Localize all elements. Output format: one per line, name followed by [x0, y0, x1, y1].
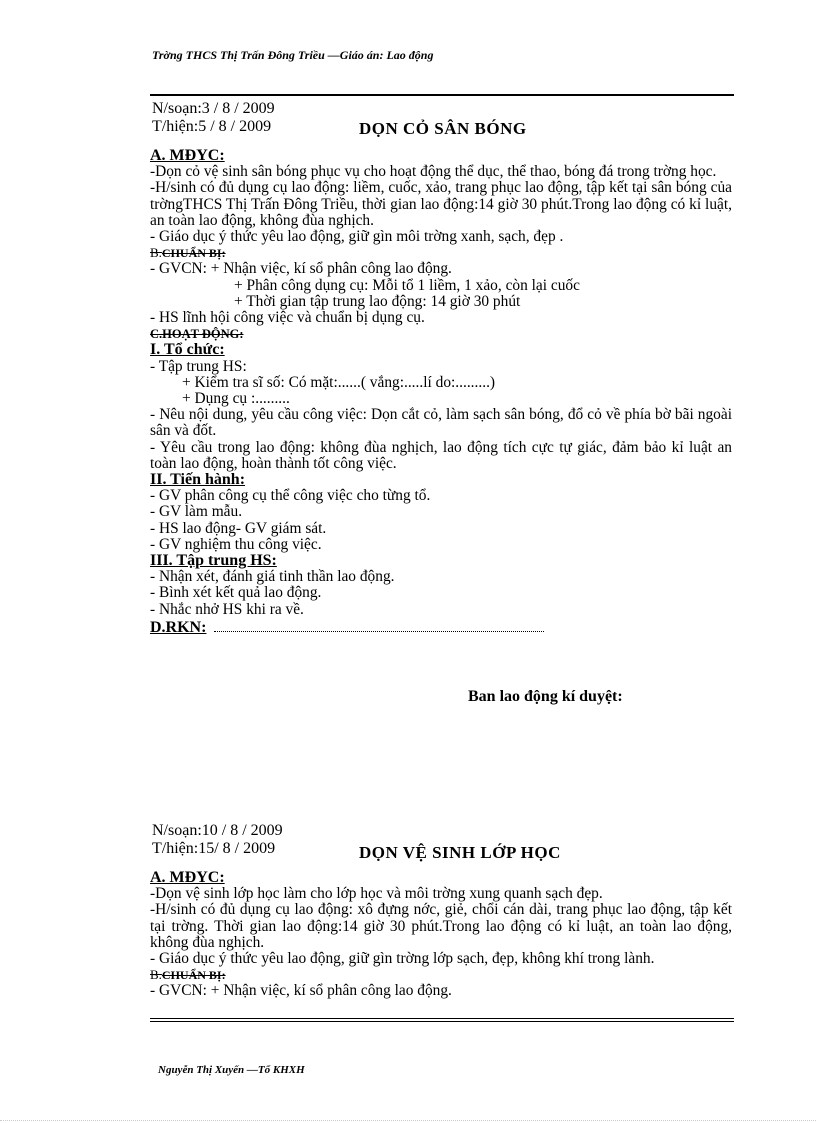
- section-i-sub: + Dụng cụ :.........: [182, 390, 290, 408]
- section-ii-line: - GV phân công cụ thể công việc cho từng tổ.: [150, 487, 431, 505]
- section-a-line: -H/sinh có đủ dụng cụ lao động: xô đựng nớc, giẻ, chổi cán dài, trang phục lao động, tập kết tại trờng. Thời gian lao động:14 giờ 30 phút.Trong lao động có kỉ luật, an toàn lao động, không đùa nghịch.: [150, 901, 732, 951]
- section-iii-line: - Bình xét kết quả lao động.: [150, 584, 322, 602]
- section-b-sub: + Phân công dụng cụ: Mỗi tổ 1 liềm, 1 xảo, còn lại cuốc: [234, 276, 580, 294]
- dotted-fill-line: [214, 621, 544, 632]
- section-b-heading: [150, 245, 732, 261]
- section-b-title: CHUẨN BỊ:: [161, 246, 226, 261]
- section-b-heading: [150, 967, 732, 983]
- lesson1-soan-date: N/soạn:3 / 8 / 2009: [152, 100, 275, 117]
- section-b-hs: - HS lĩnh hội công việc và chuẩn bị dụng cụ.: [150, 309, 425, 327]
- section-i-sub: + Kiểm tra sĩ số: Có mặt:......( vắng:.....lí do:.........): [182, 373, 496, 391]
- page-footer: Nguyễn Thị Xuyến —Tổ KHXH: [158, 1064, 305, 1076]
- lesson2-hien-date: T/hiện:15/ 8 / 2009: [152, 840, 276, 857]
- section-i-tap: - Tập trung HS:: [150, 357, 247, 375]
- lesson2-title: DỌN VỆ SINH LỚP HỌC: [359, 843, 561, 862]
- lesson1-hien-date: T/hiện:5 / 8 / 2009: [152, 118, 272, 135]
- section-d-row: [150, 620, 732, 636]
- section-i-heading: I. Tổ chức:: [150, 341, 225, 359]
- section-iii-line: - Nhắc nhở HS khi ra về.: [150, 600, 304, 618]
- page-edge: [0, 1120, 816, 1121]
- section-b-title: CHUẨN BỊ:: [161, 968, 226, 983]
- section-b-sub: + Thời gian tập trung lao động: 14 giờ 30 phút: [234, 292, 521, 310]
- page-header: Trờng THCS Thị Trấn Đông Triều —Giáo án: Lao động: [152, 48, 434, 62]
- section-c-heading: C.HOẠT ĐỘNG:: [150, 327, 244, 342]
- section-iii-line: - Nhận xét, đánh giá tinh thần lao động.: [150, 568, 395, 586]
- section-b-gvcn: - GVCN: + Nhận việc, kí sổ phân công lao động.: [150, 260, 452, 278]
- section-a-line: -H/sinh có đủ dụng cụ lao động: liềm, cuốc, xảo, trang phục lao động, tập kết tại sân bóng của trờngTHCS Thị Trấn Đông Triều, thời gian lao động:14 giờ 30 phút.Trong lao động có kỉ luật, an toàn lao động, không đùa nghịch.: [150, 179, 732, 229]
- footer-rule-bottom: [150, 1021, 734, 1022]
- section-i-line: - Yêu cầu trong lao động: không đùa nghịch, lao động tích cực tự giác, đảm bảo kỉ luật an toàn lao động, hoàn thành tốt công việc.: [150, 438, 732, 472]
- section-ii-line: - GV làm mẫu.: [150, 503, 243, 521]
- section-d-heading: D.RKN:: [150, 618, 207, 636]
- lesson2-soan-date: N/soạn:10 / 8 / 2009: [152, 822, 283, 839]
- header-rule: [150, 94, 734, 96]
- lesson1-title: DỌN CỎ SÂN BÓNG: [359, 119, 527, 138]
- section-a-line: -Dọn vệ sinh lớp học làm cho lớp học và môi trờng xung quanh sạch đẹp.: [150, 885, 603, 903]
- section-a-line: -Dọn cỏ vệ sinh sân bóng phục vụ cho hoạt động thể dục, thể thao, bóng đá trong trờng học.: [150, 163, 717, 181]
- footer-rule-top: [150, 1018, 734, 1019]
- section-ii-line: - GV nghiệm thu công việc.: [150, 535, 322, 553]
- section-ii-heading: II. Tiến hành:: [150, 471, 246, 489]
- section-b-gvcn: - GVCN: + Nhận việc, kí sổ phân công lao động.: [150, 982, 452, 1000]
- section-ii-line: - HS lao động- GV giám sát.: [150, 519, 327, 537]
- section-a-heading: A. MĐYC:: [150, 869, 225, 886]
- section-b-letter: B.: [150, 245, 162, 261]
- lesson2-body: [150, 870, 732, 1000]
- section-a-heading: A. MĐYC:: [150, 147, 225, 164]
- section-i-line: - Nêu nội dung, yêu cầu công việc: Dọn cắt cỏ, làm sạch sân bóng, đổ cỏ về phía bờ bãi ngoài sân và đốt.: [150, 406, 732, 440]
- section-a-line: - Giáo dục ý thức yêu lao động, giữ gìn môi trờng xanh, sạch, đẹp .: [150, 228, 564, 246]
- approval-label: Ban lao động kí duyệt:: [468, 688, 623, 705]
- section-b-letter: B.: [150, 967, 162, 983]
- lesson1-body: [150, 148, 732, 636]
- section-a-line: - Giáo dục ý thức yêu lao động, giữ gìn trờng lớp sạch, đẹp, không khí trong lành.: [150, 950, 655, 968]
- section-iii-heading: III. Tập trung HS:: [150, 552, 277, 570]
